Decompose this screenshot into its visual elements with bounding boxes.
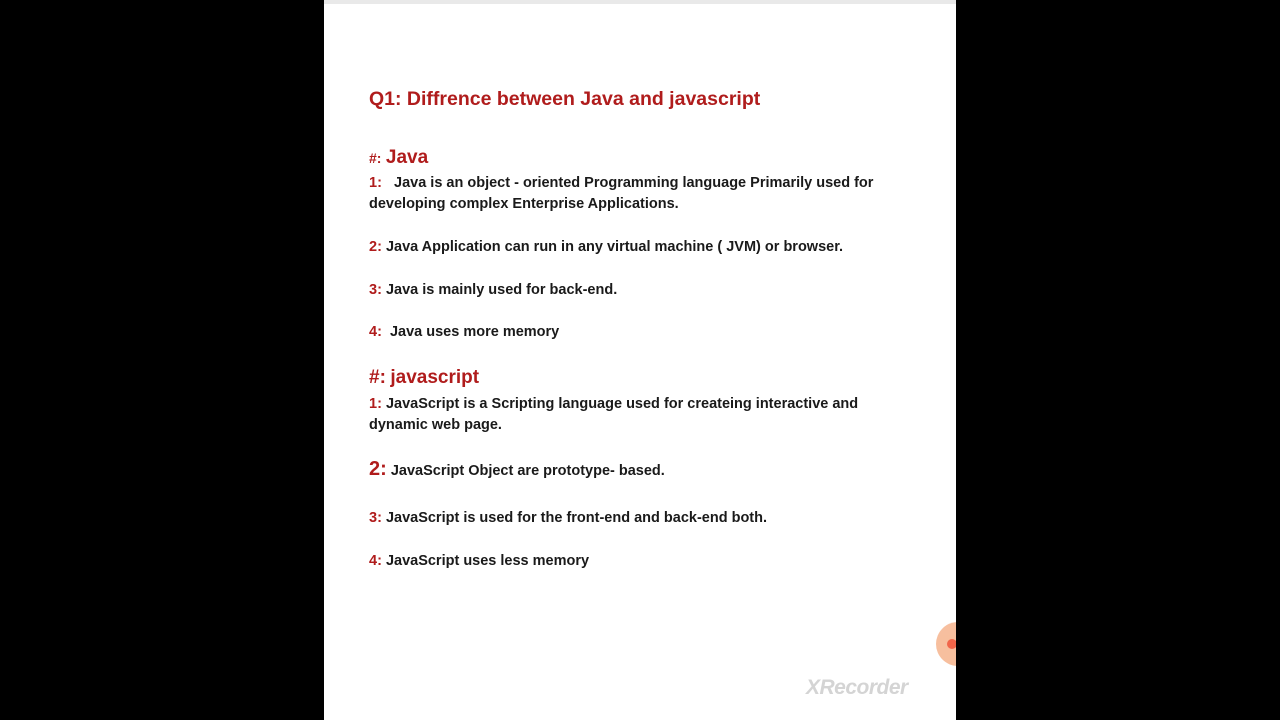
section-name: javascript (390, 367, 480, 388)
recorder-watermark: XRecorder (806, 676, 908, 699)
point-number: 4: (369, 324, 382, 340)
question-title: Q1: Diffrence between Java and javascript (369, 88, 761, 110)
point-text: Java is mainly used for back-end. (385, 282, 618, 298)
page-top-divider (324, 0, 956, 4)
document-page (324, 0, 956, 720)
point-text: Java Application can run in any virtual machine ( JVM) or browser. (385, 239, 844, 255)
point-number: 1: (369, 396, 382, 412)
section-hash: #: (369, 150, 382, 166)
point-text: Java uses more memory (389, 324, 560, 340)
point-text: JavaScript Object are prototype- based. (390, 463, 665, 479)
java-point-3 (369, 280, 914, 301)
record-bubble-icon[interactable] (936, 622, 956, 666)
section-hash: #: (369, 367, 386, 388)
record-dot-icon (947, 639, 956, 649)
point-number: 4: (369, 553, 382, 569)
section-heading-javascript (369, 367, 479, 389)
section-name: Java (385, 147, 429, 168)
point-number: 3: (369, 282, 382, 298)
section-heading-java (369, 147, 428, 169)
javascript-point-2 (369, 459, 914, 482)
point-text: JavaScript uses less memory (385, 553, 590, 569)
javascript-point-1 (369, 394, 914, 436)
point-number: 2: (369, 239, 382, 255)
java-point-1 (369, 173, 914, 215)
java-point-2 (369, 237, 914, 258)
point-number: 1: (369, 175, 382, 191)
point-number: 2: (369, 458, 387, 480)
javascript-point-4 (369, 551, 914, 572)
java-point-4 (369, 322, 914, 343)
javascript-point-3 (369, 508, 914, 529)
point-text: JavaScript is used for the front-end and back-end both. (385, 510, 768, 526)
point-number: 3: (369, 510, 382, 526)
point-text: JavaScript is a Scripting language used for createing interactive and dynamic web page. (369, 396, 859, 433)
point-text: Java is an object - oriented Programming language Primarily used for developing complex Enterprise Applications. (369, 175, 874, 212)
